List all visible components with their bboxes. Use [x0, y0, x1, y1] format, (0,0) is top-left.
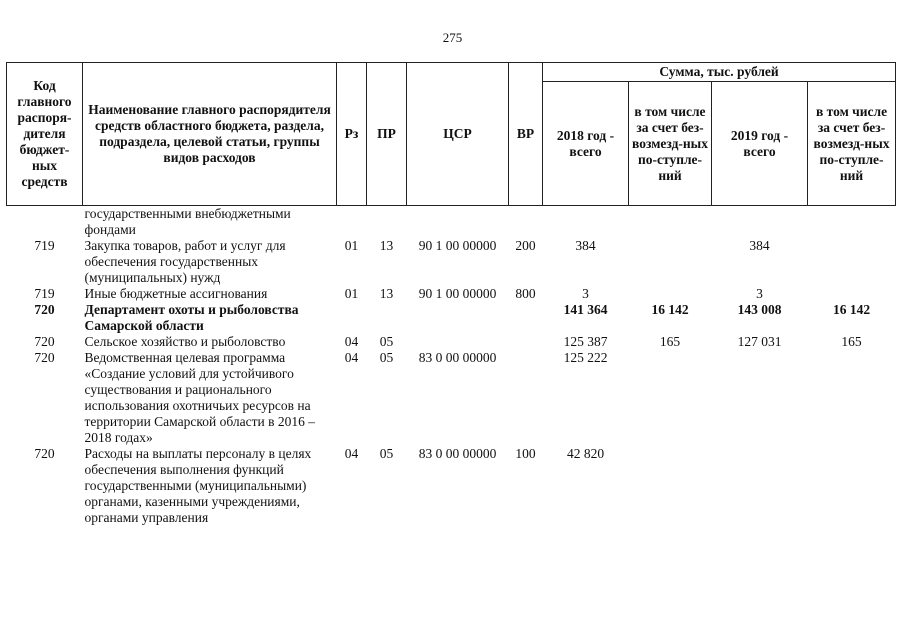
cell-2018-free — [629, 206, 712, 239]
header-name: Наименование главного распорядителя средств областного бюджета, раздела, подраздела, целевой статьи, группы видов расходов — [83, 63, 337, 206]
cell-name: государственными внебюджетными фондами — [84, 206, 291, 237]
cell-csr — [407, 334, 509, 350]
header-vr: ВР — [509, 63, 543, 206]
budget-table — [6, 62, 896, 526]
cell-2019-total — [712, 350, 808, 446]
cell-name: Иные бюджетные ассигнования — [84, 286, 268, 301]
cell-code — [7, 206, 83, 239]
table-row — [7, 334, 896, 350]
cell-pr: 05 — [379, 350, 394, 365]
cell-vr: 100 — [515, 446, 536, 461]
table-row — [7, 302, 896, 334]
cell-rz — [337, 302, 367, 334]
header-sum: Сумма, тыс. рублей — [543, 63, 896, 82]
cell-code: 719 — [34, 286, 55, 301]
cell-vr — [509, 350, 543, 446]
cell-vr: 800 — [515, 286, 536, 301]
cell-2019-total: 127 031 — [737, 334, 782, 349]
cell-pr: 05 — [379, 334, 394, 349]
cell-csr: 90 1 00 00000 — [418, 286, 497, 301]
cell-pr — [367, 302, 407, 334]
cell-rz: 01 — [344, 286, 359, 301]
cell-name: Ведомственная целевая программа «Создание условий для устойчивого существования и рационального использования охотничьих ресурсов на территории Самарской области в 2016 – 2018 годах» — [84, 350, 315, 445]
cell-2018-total: 3 — [582, 286, 589, 301]
cell-2019-free — [808, 286, 896, 302]
header-2019-free: в том числе за счет без-возмезд-ных по-ступле-ний — [808, 82, 896, 206]
cell-csr — [407, 302, 509, 334]
cell-csr: 90 1 00 00000 — [418, 238, 497, 253]
cell-pr: 13 — [379, 286, 394, 301]
cell-2018-total: 125 222 — [563, 350, 608, 365]
cell-vr — [509, 302, 543, 334]
cell-vr — [509, 206, 543, 239]
table-row — [7, 286, 896, 302]
cell-2019-total: 143 008 — [737, 302, 782, 317]
cell-2018-free — [629, 238, 712, 286]
cell-2019-free — [808, 350, 896, 446]
cell-csr: 83 0 00 00000 — [418, 446, 497, 461]
cell-2019-free: 16 142 — [832, 302, 871, 317]
cell-2019-free: 165 — [841, 334, 862, 349]
cell-2018-total: 384 — [575, 238, 596, 253]
table-header — [7, 63, 896, 206]
cell-2018-free — [629, 286, 712, 302]
cell-2018-free — [629, 446, 712, 526]
cell-pr: 13 — [379, 238, 394, 253]
header-csr: ЦСР — [407, 63, 509, 206]
cell-2018-total: 42 820 — [566, 446, 605, 461]
header-rz: Рз — [337, 63, 367, 206]
cell-pr — [367, 206, 407, 239]
header-pr: ПР — [367, 63, 407, 206]
cell-rz: 04 — [344, 334, 359, 349]
header-2019-total: 2019 год - всего — [712, 82, 808, 206]
table-body — [7, 206, 896, 527]
cell-rz — [337, 206, 367, 239]
cell-2019-total — [712, 206, 808, 239]
cell-2019-total: 3 — [756, 286, 763, 301]
cell-2019-free — [808, 446, 896, 526]
cell-code: 720 — [34, 334, 55, 349]
table-row — [7, 350, 896, 446]
cell-2019-free — [808, 238, 896, 286]
cell-2019-total — [712, 446, 808, 526]
cell-pr: 05 — [379, 446, 394, 461]
cell-vr: 200 — [515, 238, 536, 253]
cell-code: 720 — [34, 350, 55, 365]
cell-2019-total: 384 — [749, 238, 770, 253]
page-number: 275 — [442, 30, 463, 45]
header-2018-total: 2018 год - всего — [543, 82, 629, 206]
cell-2018-total: 125 387 — [563, 334, 608, 349]
cell-rz: 01 — [344, 238, 359, 253]
header-code: Код главного распоря-дителя бюджет-ных средств — [7, 63, 83, 206]
cell-csr — [407, 206, 509, 239]
cell-2018-free — [629, 350, 712, 446]
cell-2018-free: 16 142 — [651, 302, 689, 317]
cell-2018-total: 141 364 — [563, 302, 608, 317]
cell-code: 719 — [34, 238, 55, 253]
cell-2019-free — [808, 206, 896, 239]
cell-rz: 04 — [344, 350, 359, 365]
cell-name: Департамент охоты и рыболовства Самарской области — [84, 302, 299, 333]
table-row — [7, 206, 896, 239]
cell-name: Расходы на выплаты персоналу в целях обеспечения выполнения функций государственными (муниципальными) органами, казенными учреждениями, органами управления — [84, 446, 312, 525]
cell-2018-free: 165 — [659, 334, 681, 349]
cell-csr: 83 0 00 00000 — [418, 350, 497, 365]
cell-rz: 04 — [344, 446, 359, 461]
header-2018-free: в том числе за счет без-возмезд-ных по-ступле-ний — [629, 82, 712, 206]
table-row — [7, 446, 896, 526]
cell-code: 720 — [34, 446, 55, 461]
table-row — [7, 238, 896, 286]
cell-name: Закупка товаров, работ и услуг для обеспечения государственных (муниципальных) нужд — [84, 238, 286, 285]
cell-2018-total — [543, 206, 629, 239]
cell-name: Сельское хозяйство и рыболовство — [84, 334, 286, 349]
cell-code: 720 — [34, 302, 55, 317]
cell-vr — [509, 334, 543, 350]
